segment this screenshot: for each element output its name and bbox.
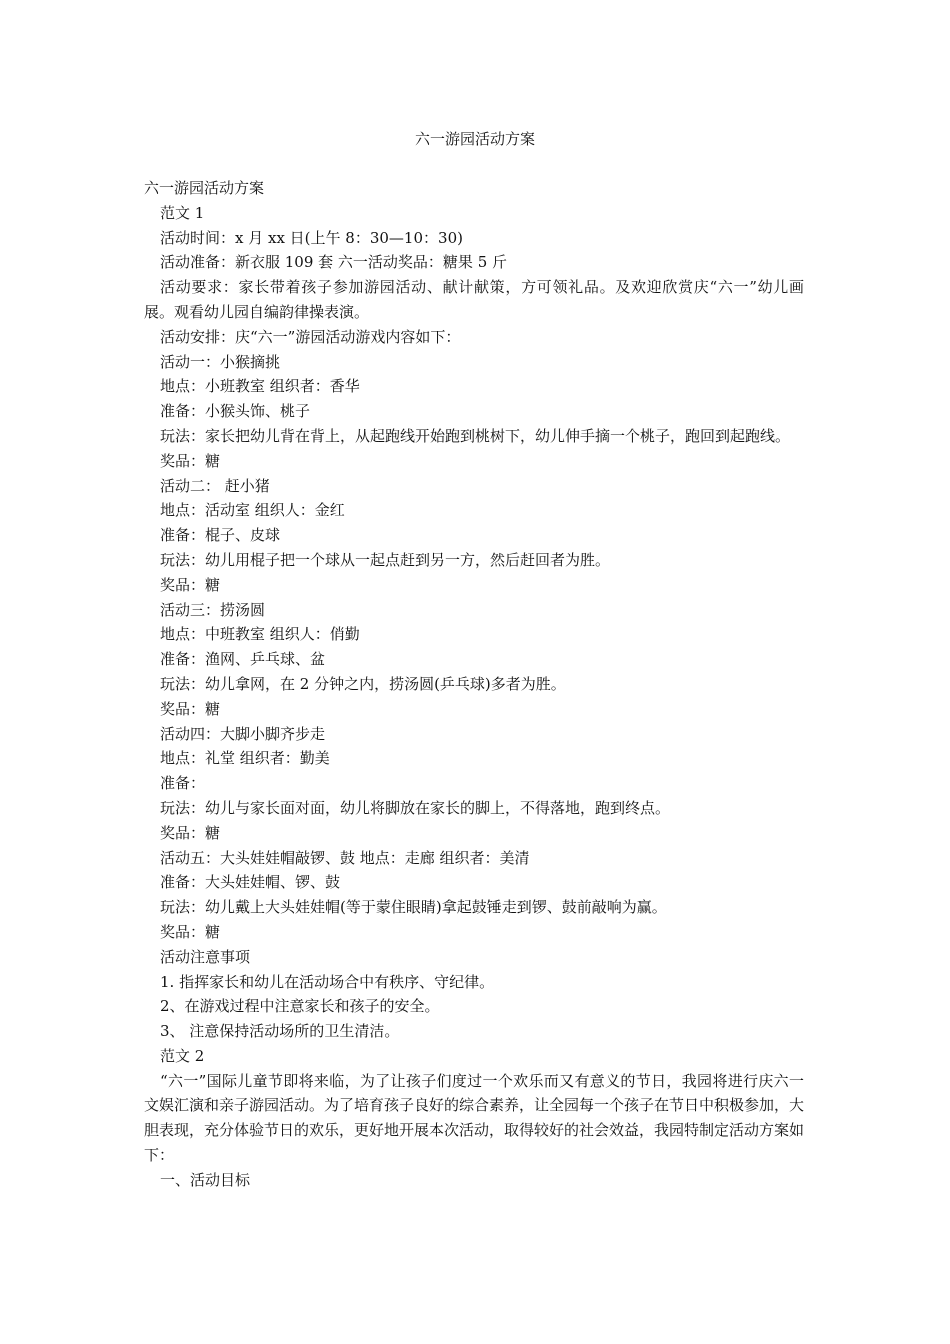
text-line: 活动二： 赶小猪	[160, 476, 270, 495]
text-line: 活动五：大头娃娃帽敲锣、鼓 地点：走廊 组织者：美清	[160, 848, 530, 867]
text-line: 活动时间：x 月 xx 日(上午 8：30—10：30)	[160, 228, 463, 247]
text-paragraph: 活动要求：家长带着孩子参加游园活动、献计献策，方可领礼品。及欢迎欣赏庆“六一”幼儿画展。观看幼儿园自编韵律操表演。	[144, 278, 804, 321]
text-line: 一、活动目标	[160, 1170, 251, 1189]
text-line: 奖品：糖	[160, 575, 221, 594]
text-line: 1. 指挥家长和幼儿在活动场合中有秩序、守纪律。	[160, 972, 495, 991]
text-line: 活动三：捞汤圆	[160, 600, 266, 619]
text-line: 地点：小班教室 组织者：香华	[160, 377, 360, 396]
text-line: 2、在游戏过程中注意家长和孩子的安全。	[160, 997, 440, 1016]
text-line: 奖品：糖	[160, 823, 221, 842]
text-line: 地点：活动室 组织人：金红	[160, 501, 345, 520]
text-line: 活动一：小猴摘挑	[160, 352, 281, 371]
text-line: 地点：中班教室 组织人：俏勤	[160, 625, 360, 644]
text-paragraph: 玩法：家长把幼儿背在背上，从起跑线开始跑到桃树下，幼儿伸手摘一个桃子，跑回到起跑线。	[160, 426, 791, 445]
text-line: 准备：小猴头饰、桃子	[160, 402, 311, 421]
text-line: 准备：大头娃娃帽、锣、鼓	[160, 873, 341, 892]
text-line: 准备：棍子、皮球	[160, 526, 281, 545]
text-line: 玩法：幼儿与家长面对面，幼儿将脚放在家长的脚上，不得落地，跑到终点。	[160, 798, 671, 817]
document-title: 六一游园活动方案	[414, 130, 535, 148]
text-line: 准备：	[160, 774, 206, 793]
text-line: 活动四：大脚小脚齐步走	[160, 724, 326, 743]
text-paragraph: “六一”国际儿童节即将来临，为了让孩子们度过一个欢乐而又有意义的节日，我园将进行庆六一文娱汇演和亲子游园活动。为了培育孩子良好的综合素养，让全园每一个孩子在节日中积极参加，大胆表现，充分体验节日的欢乐，更好地开展本次活动，取得较好的社会效益，我园特制定活动方案如下：	[144, 1071, 805, 1165]
text-line: 玩法：幼儿戴上大头娃娃帽(等于蒙住眼睛)拿起鼓锤走到锣、鼓前敲响为赢。	[160, 898, 667, 917]
document-heading: 六一游园活动方案	[144, 179, 265, 197]
text-line: 3、 注意保持活动场所的卫生清洁。	[160, 1022, 400, 1041]
text-line: 奖品：糖	[160, 699, 221, 718]
text-line: 活动安排：庆“六一”游园活动游戏内容如下：	[160, 327, 461, 346]
text-line: 奖品：糖	[160, 922, 221, 941]
text-line: 活动准备：新衣服 109 套 六一活动奖品：糖果 5 斤	[160, 253, 508, 272]
text-line: 范文 1	[160, 203, 205, 222]
document-body	[144, 176, 804, 1193]
text-line: 范文 2	[160, 1046, 205, 1065]
text-line: 玩法：幼儿用棍子把一个球从一起点赶到另一方，然后赶回者为胜。	[160, 550, 611, 569]
text-line: 地点：礼堂 组织者：勤美	[160, 749, 330, 768]
text-line: 活动注意事项	[160, 947, 251, 966]
text-line: 奖品：糖	[160, 451, 221, 470]
text-line: 准备：渔网、乒乓球、盆	[160, 650, 326, 669]
text-line: 玩法：幼儿拿网，在 2 分钟之内，捞汤圆(乒乓球)多者为胜。	[160, 674, 566, 693]
